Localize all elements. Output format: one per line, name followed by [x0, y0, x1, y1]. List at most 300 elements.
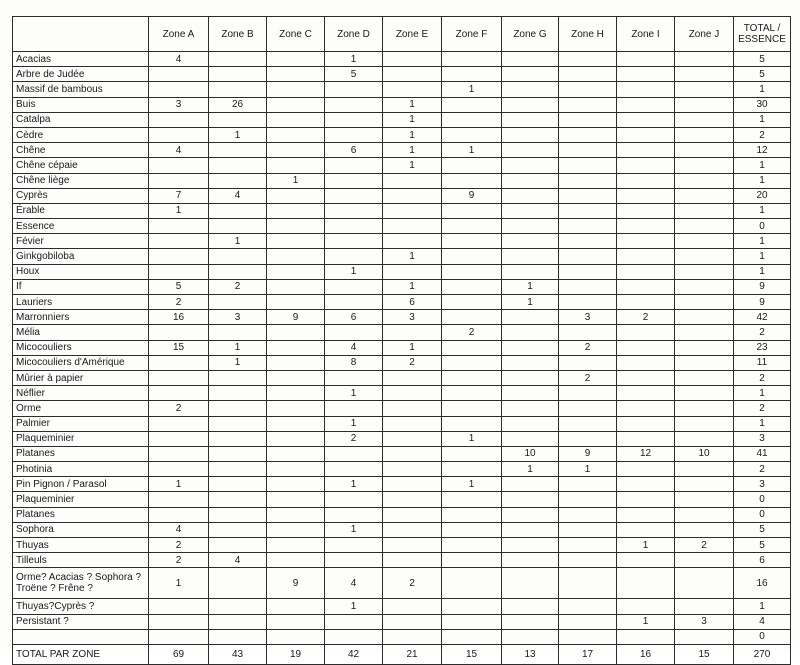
zone-count-cell: 3	[383, 310, 442, 325]
zone-count-cell	[442, 416, 502, 431]
zone-count-cell: 2	[149, 401, 209, 416]
zone-count-cell	[442, 401, 502, 416]
zone-count-cell	[617, 203, 675, 218]
zone-count-cell	[267, 522, 325, 537]
zone-count-cell	[675, 82, 734, 97]
zone-count-cell	[149, 158, 209, 173]
zone-count-cell	[442, 264, 502, 279]
zone-count-cell	[383, 219, 442, 234]
zone-count-cell	[617, 629, 675, 644]
zone-count-cell	[209, 158, 267, 173]
zone-count-cell	[559, 188, 617, 203]
zone-count-cell	[267, 629, 325, 644]
zone-count-cell	[559, 538, 617, 553]
zone-count-cell	[675, 553, 734, 568]
zone-count-cell	[675, 386, 734, 401]
zone-count-cell	[383, 446, 442, 461]
zone-count-cell: 4	[325, 568, 383, 599]
zone-count-cell	[383, 614, 442, 629]
zone-count-cell	[209, 295, 267, 310]
table-row	[13, 568, 791, 599]
zone-count-cell	[383, 82, 442, 97]
zone-count-cell	[325, 234, 383, 249]
zone-count-cell	[675, 127, 734, 142]
zone-count-cell	[325, 127, 383, 142]
zone-count-cell	[149, 431, 209, 446]
zone-header: Zone C	[267, 17, 325, 52]
zone-count-cell	[559, 97, 617, 112]
table-row	[13, 158, 791, 173]
zone-count-cell: 1	[617, 538, 675, 553]
zone-count-cell	[267, 431, 325, 446]
zone-count-cell	[502, 143, 559, 158]
zone-header: Zone E	[383, 17, 442, 52]
zone-header: Zone J	[675, 17, 734, 52]
zone-count-cell	[442, 370, 502, 385]
zone-count-cell	[267, 67, 325, 82]
table-row	[13, 234, 791, 249]
table-row	[13, 82, 791, 97]
zone-count-cell	[675, 492, 734, 507]
zone-count-cell	[675, 599, 734, 614]
zone-count-cell	[442, 249, 502, 264]
zone-count-cell	[267, 386, 325, 401]
table-row	[13, 599, 791, 614]
zone-header: Zone B	[209, 17, 267, 52]
zone-count-cell: 1	[383, 112, 442, 127]
zone-count-cell	[502, 340, 559, 355]
zone-count-cell: 1	[442, 143, 502, 158]
zone-count-cell	[617, 370, 675, 385]
zone-count-cell	[149, 370, 209, 385]
zone-count-cell	[442, 355, 502, 370]
zone-count-cell: 1	[617, 614, 675, 629]
species-name-cell: Massif de bambous	[13, 82, 149, 97]
zone-count-cell	[267, 325, 325, 340]
zone-count-cell	[267, 97, 325, 112]
zone-count-cell	[559, 629, 617, 644]
zone-count-cell	[502, 538, 559, 553]
zone-count-cell	[675, 188, 734, 203]
zone-count-cell	[442, 158, 502, 173]
row-total-cell: 16	[734, 568, 791, 599]
zone-count-cell	[149, 416, 209, 431]
zone-count-cell	[325, 82, 383, 97]
table-row	[13, 492, 791, 507]
zone-count-cell	[149, 127, 209, 142]
row-total-cell: 0	[734, 629, 791, 644]
zone-count-cell: 1	[325, 477, 383, 492]
zone-count-cell	[502, 127, 559, 142]
row-total-cell: 12	[734, 143, 791, 158]
zone-count-cell	[559, 203, 617, 218]
zone-count-cell	[502, 219, 559, 234]
zone-count-cell	[502, 553, 559, 568]
zone-count-cell	[209, 431, 267, 446]
zone-count-cell	[442, 112, 502, 127]
zone-count-cell	[267, 234, 325, 249]
zone-count-cell	[559, 355, 617, 370]
zone-count-cell	[617, 279, 675, 294]
zone-count-cell	[559, 158, 617, 173]
zone-count-cell	[442, 52, 502, 67]
zone-count-cell	[442, 310, 502, 325]
species-name-cell: Chêne liège	[13, 173, 149, 188]
zone-count-cell	[325, 553, 383, 568]
table-row	[13, 188, 791, 203]
row-total-cell: 1	[734, 249, 791, 264]
zone-count-cell	[267, 401, 325, 416]
zone-count-cell	[383, 370, 442, 385]
zone-count-cell	[267, 127, 325, 142]
zone-count-cell	[675, 295, 734, 310]
zone-count-cell	[617, 599, 675, 614]
zone-count-cell	[502, 507, 559, 522]
zone-total-cell: 21	[383, 644, 442, 664]
zone-count-cell: 2	[209, 279, 267, 294]
row-total-cell: 1	[734, 112, 791, 127]
row-total-cell: 42	[734, 310, 791, 325]
zone-count-cell: 2	[149, 295, 209, 310]
zone-count-cell	[442, 219, 502, 234]
zone-count-cell	[559, 599, 617, 614]
zone-count-cell	[149, 234, 209, 249]
zone-count-cell: 2	[442, 325, 502, 340]
zone-count-cell	[617, 492, 675, 507]
zone-count-cell	[267, 446, 325, 461]
row-total-cell: 5	[734, 538, 791, 553]
zone-count-cell	[502, 52, 559, 67]
zone-count-cell: 4	[149, 522, 209, 537]
zone-count-cell: 1	[149, 568, 209, 599]
row-total-cell: 1	[734, 264, 791, 279]
zone-count-cell	[325, 112, 383, 127]
zone-count-cell	[267, 112, 325, 127]
zone-count-cell	[325, 279, 383, 294]
zone-count-cell	[675, 568, 734, 599]
species-name-cell: Orme	[13, 401, 149, 416]
zone-count-cell: 5	[325, 67, 383, 82]
zone-count-cell	[149, 173, 209, 188]
zone-count-cell	[675, 310, 734, 325]
zone-count-cell	[267, 462, 325, 477]
row-total-cell: 2	[734, 462, 791, 477]
zone-count-cell	[617, 127, 675, 142]
species-name-cell: Photinia	[13, 462, 149, 477]
zone-count-cell	[675, 219, 734, 234]
zone-count-cell	[559, 568, 617, 599]
row-total-cell: 2	[734, 127, 791, 142]
table-row	[13, 340, 791, 355]
species-name-cell: Érable	[13, 203, 149, 218]
zone-count-cell	[325, 446, 383, 461]
total-row	[13, 644, 791, 664]
zone-count-cell: 2	[617, 310, 675, 325]
zone-count-cell	[267, 507, 325, 522]
zone-count-cell	[149, 492, 209, 507]
zone-count-cell	[617, 355, 675, 370]
zone-count-cell	[502, 112, 559, 127]
zone-header: Zone H	[559, 17, 617, 52]
zone-count-cell	[442, 203, 502, 218]
zone-count-cell	[442, 97, 502, 112]
zone-total-cell: 19	[267, 644, 325, 664]
zone-count-cell: 4	[209, 188, 267, 203]
table-row	[13, 477, 791, 492]
zone-count-cell: 2	[149, 553, 209, 568]
zone-count-cell	[209, 462, 267, 477]
zone-count-cell	[442, 522, 502, 537]
zone-count-cell	[383, 325, 442, 340]
zone-count-cell	[502, 234, 559, 249]
zone-count-cell	[267, 340, 325, 355]
zone-count-cell	[617, 507, 675, 522]
zone-count-cell: 5	[149, 279, 209, 294]
zone-count-cell	[267, 492, 325, 507]
zone-count-cell	[617, 522, 675, 537]
zone-count-cell	[442, 538, 502, 553]
zone-count-cell	[442, 386, 502, 401]
zone-count-cell	[209, 325, 267, 340]
zone-count-cell	[559, 234, 617, 249]
row-total-cell: 2	[734, 325, 791, 340]
species-name-cell: Chêne cépaie	[13, 158, 149, 173]
zone-count-cell	[502, 492, 559, 507]
zone-count-cell	[617, 249, 675, 264]
zone-count-cell	[325, 629, 383, 644]
zone-count-cell: 3	[209, 310, 267, 325]
zone-count-cell	[209, 446, 267, 461]
zone-total-cell: 17	[559, 644, 617, 664]
zone-count-cell	[442, 127, 502, 142]
zone-count-cell	[675, 203, 734, 218]
zone-count-cell: 1	[383, 340, 442, 355]
zone-count-cell	[383, 264, 442, 279]
species-name-cell: Févier	[13, 234, 149, 249]
zone-count-cell	[559, 249, 617, 264]
zone-count-cell	[149, 325, 209, 340]
table-row	[13, 462, 791, 477]
row-total-cell: 0	[734, 219, 791, 234]
zone-count-cell	[267, 553, 325, 568]
zone-count-cell	[209, 112, 267, 127]
zone-count-cell: 1	[325, 522, 383, 537]
zone-count-cell: 1	[442, 82, 502, 97]
zone-count-cell	[675, 629, 734, 644]
zone-count-cell	[383, 492, 442, 507]
zone-header: Zone I	[617, 17, 675, 52]
zone-count-cell: 3	[675, 614, 734, 629]
row-total-cell: 5	[734, 67, 791, 82]
species-name-cell: Arbre de Judée	[13, 67, 149, 82]
zone-count-cell: 1	[502, 279, 559, 294]
zone-count-cell	[675, 370, 734, 385]
zone-count-cell	[267, 203, 325, 218]
row-total-cell: 5	[734, 522, 791, 537]
species-name-cell: Buis	[13, 97, 149, 112]
zone-count-cell	[617, 143, 675, 158]
row-total-cell: 0	[734, 492, 791, 507]
zone-count-cell	[209, 67, 267, 82]
table-row	[13, 249, 791, 264]
zone-count-cell	[617, 219, 675, 234]
zone-count-cell	[617, 325, 675, 340]
zone-count-cell: 4	[325, 340, 383, 355]
zone-count-cell	[267, 279, 325, 294]
zone-count-cell	[209, 249, 267, 264]
zone-count-cell	[325, 188, 383, 203]
zone-count-cell	[675, 431, 734, 446]
species-name-cell: Houx	[13, 264, 149, 279]
zone-count-cell	[149, 264, 209, 279]
zone-count-cell: 1	[383, 143, 442, 158]
zone-count-cell	[502, 629, 559, 644]
zone-count-cell	[559, 492, 617, 507]
zone-count-cell	[383, 203, 442, 218]
zone-count-cell: 1	[383, 279, 442, 294]
zone-count-cell	[559, 553, 617, 568]
zone-count-cell	[502, 310, 559, 325]
zone-count-cell	[559, 143, 617, 158]
zone-count-cell	[267, 264, 325, 279]
zone-count-cell	[149, 614, 209, 629]
zone-count-cell	[209, 477, 267, 492]
species-name-cell: Tilleuls	[13, 553, 149, 568]
species-name-cell: Pin Pignon / Parasol	[13, 477, 149, 492]
zone-count-cell	[267, 477, 325, 492]
zone-count-cell	[383, 629, 442, 644]
zone-count-cell	[502, 249, 559, 264]
zone-count-cell	[267, 158, 325, 173]
zone-count-cell	[502, 264, 559, 279]
zone-count-cell	[617, 234, 675, 249]
zone-count-cell: 15	[149, 340, 209, 355]
zone-count-cell	[149, 629, 209, 644]
zone-count-cell	[325, 462, 383, 477]
zone-count-cell	[559, 279, 617, 294]
zone-count-cell	[559, 264, 617, 279]
zone-total-cell: 16	[617, 644, 675, 664]
zone-count-cell	[675, 507, 734, 522]
zone-count-cell: 1	[209, 340, 267, 355]
zone-count-cell	[383, 188, 442, 203]
zone-count-cell: 1	[383, 158, 442, 173]
zone-count-cell	[502, 477, 559, 492]
zone-count-cell	[149, 599, 209, 614]
zone-count-cell	[149, 82, 209, 97]
zone-count-cell	[325, 492, 383, 507]
zone-count-cell	[383, 431, 442, 446]
zone-count-cell	[675, 173, 734, 188]
zone-count-cell	[502, 431, 559, 446]
zone-count-cell	[502, 173, 559, 188]
zone-count-cell	[675, 52, 734, 67]
zone-count-cell	[325, 538, 383, 553]
zone-count-cell	[209, 143, 267, 158]
zone-count-cell: 1	[149, 203, 209, 218]
header-row	[13, 17, 791, 52]
species-name-cell: Ginkgobiloba	[13, 249, 149, 264]
zone-count-cell: 1	[383, 127, 442, 142]
zone-count-cell	[383, 52, 442, 67]
zone-count-cell	[383, 386, 442, 401]
zone-total-cell: 13	[502, 644, 559, 664]
zone-count-cell	[325, 325, 383, 340]
table-row	[13, 295, 791, 310]
species-name-cell: Chêne	[13, 143, 149, 158]
zone-count-cell	[675, 143, 734, 158]
zone-count-cell	[617, 97, 675, 112]
species-name-cell: Platanes	[13, 446, 149, 461]
zone-count-cell: 4	[149, 52, 209, 67]
zone-count-cell	[502, 614, 559, 629]
species-name-cell: Plaqueminier	[13, 431, 149, 446]
table-row	[13, 325, 791, 340]
zone-count-cell	[267, 355, 325, 370]
zone-count-cell	[442, 614, 502, 629]
zone-count-cell	[149, 507, 209, 522]
row-total-cell: 2	[734, 401, 791, 416]
zone-count-cell	[617, 264, 675, 279]
species-name-cell: If	[13, 279, 149, 294]
zone-count-cell	[325, 507, 383, 522]
zone-count-cell	[267, 82, 325, 97]
zone-count-cell	[502, 158, 559, 173]
zone-count-cell	[502, 188, 559, 203]
zone-count-cell: 1	[383, 249, 442, 264]
zone-count-cell	[149, 112, 209, 127]
table-body	[13, 52, 791, 645]
zone-count-cell	[325, 401, 383, 416]
zone-count-cell	[149, 355, 209, 370]
zone-count-cell	[617, 477, 675, 492]
zone-total-cell: 43	[209, 644, 267, 664]
row-total-cell: 4	[734, 614, 791, 629]
zone-count-cell	[675, 416, 734, 431]
table-row	[13, 279, 791, 294]
zone-count-cell	[325, 173, 383, 188]
zone-count-cell: 10	[675, 446, 734, 461]
zone-count-cell: 1	[325, 599, 383, 614]
zone-count-cell	[502, 355, 559, 370]
row-total-cell: 1	[734, 173, 791, 188]
species-name-cell: Catalpa	[13, 112, 149, 127]
zone-count-cell	[675, 462, 734, 477]
zone-count-cell: 1	[325, 416, 383, 431]
zone-count-cell	[442, 568, 502, 599]
species-name-cell: Acacias	[13, 52, 149, 67]
zone-count-cell: 2	[383, 355, 442, 370]
zone-count-cell	[559, 127, 617, 142]
zone-count-cell: 6	[325, 310, 383, 325]
row-total-cell: 1	[734, 203, 791, 218]
row-total-cell: 41	[734, 446, 791, 461]
zone-count-cell	[267, 599, 325, 614]
zone-total-cell: 15	[442, 644, 502, 664]
zone-count-cell	[209, 416, 267, 431]
zone-count-cell	[559, 614, 617, 629]
zone-count-cell: 1	[442, 477, 502, 492]
zone-count-cell	[267, 219, 325, 234]
zone-count-cell	[209, 538, 267, 553]
species-name-cell: Platanes	[13, 507, 149, 522]
species-name-cell: Sophora	[13, 522, 149, 537]
species-name-cell: Micocouliers	[13, 340, 149, 355]
zone-count-cell: 1	[149, 477, 209, 492]
zone-count-cell	[617, 82, 675, 97]
table-row	[13, 553, 791, 568]
zone-count-cell	[383, 462, 442, 477]
